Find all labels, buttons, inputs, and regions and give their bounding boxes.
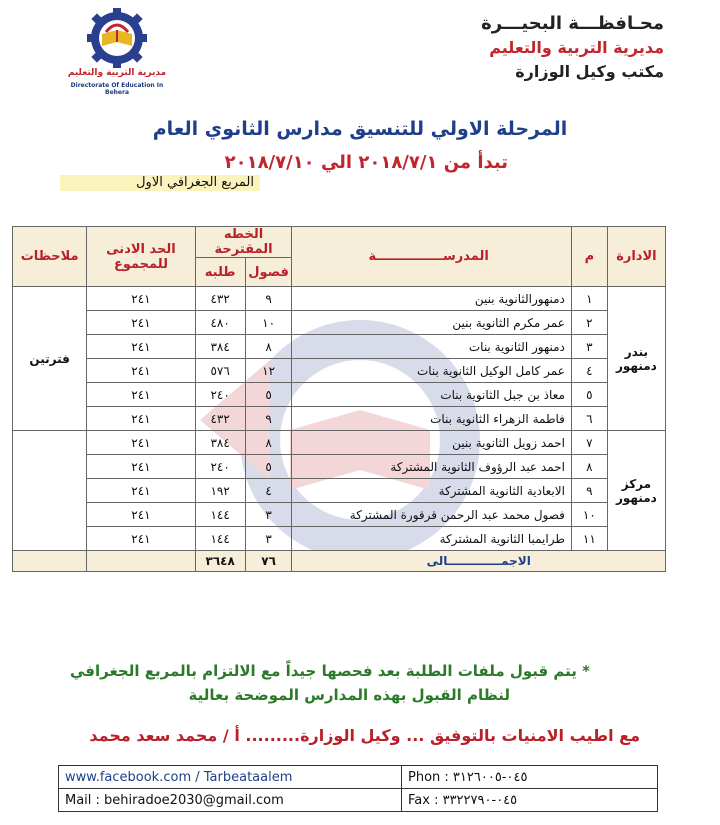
header-classes: فصول [245,258,292,287]
header-school: المدرســـــــــــــــة [292,227,571,287]
classes-cell: ٨ [245,335,292,359]
table-row [13,431,666,455]
students-cell: ٤٨٠ [195,311,245,335]
header-text [481,12,664,84]
closing-signature: مع اطيب الامنيات بالتوفيق ... وكيل الوزارة......... أ / محمد سعد محمد [89,726,640,745]
students-cell: ٤٣٢ [195,287,245,311]
total-empty-min [87,551,195,572]
note-line-2: لنظام القبول بهذه المدارس الموضحة بعالية [188,686,510,704]
directorate-name: مديرية التربية والتعليم [489,38,664,57]
header-students: طلبه [195,258,245,287]
total-empty-notes [13,551,87,572]
page-title: المرحلة الاولي للتنسيق مدارس الثانوي العام [152,118,568,140]
row-num: ٢ [571,311,607,335]
students-cell: ١٤٤ [195,527,245,551]
students-cell: ٢٤٠ [195,455,245,479]
directorate-logo [62,6,172,96]
table-row [13,503,666,527]
min-total-cell: ٢٤١ [87,311,195,335]
header-plan: الخطه المقترحة [195,227,292,258]
table-row [13,359,666,383]
geo-square-label: المربع الجغرافي الاول [60,175,260,191]
governorate-name: محـافظـــة البحيـــرة [481,13,664,34]
row-num: ٨ [571,455,607,479]
min-total-cell: ٢٤١ [87,359,195,383]
table-row [13,527,666,551]
fax-number: Fax : ٠٤٥-٣٣٢٢٧٩٠ [402,789,658,812]
total-label: الاجمـــــــــــــالى [292,551,666,572]
min-total-cell: ٢٤١ [87,335,195,359]
school-name: فصول محمد عبد الرحمن قرقورة المشتركة [292,503,571,527]
min-total-cell: ٢٤١ [87,479,195,503]
header-min-total: الحد الادنى للمجموع [87,227,195,287]
school-name: طرايمبا الثانوية المشتركة [292,527,571,551]
min-total-cell: ٢٤١ [87,503,195,527]
school-name: فاطمة الزهراء الثانوية بنات [292,407,571,431]
table-row [13,335,666,359]
email-address[interactable]: Mail : behiradoe2030@gmail.com [59,789,402,812]
row-num: ١ [571,287,607,311]
classes-cell: ٥ [245,383,292,407]
school-name: معاذ بن جبل الثانوية بنات [292,383,571,407]
students-cell: ٣٨٤ [195,335,245,359]
header-notes: ملاحظات [13,227,87,287]
schools-table [12,226,666,572]
min-total-cell: ٢٤١ [87,383,195,407]
notes-cell [13,431,87,551]
classes-cell: ٨ [245,431,292,455]
min-total-cell: ٢٤١ [87,407,195,431]
students-cell: ١٩٢ [195,479,245,503]
students-cell: ٤٣٢ [195,407,245,431]
students-cell: ٢٤٠ [195,383,245,407]
row-num: ٦ [571,407,607,431]
classes-cell: ٩ [245,407,292,431]
admin-cell: مركز دمنهور [607,431,665,551]
admin-cell: بندر دمنهور [607,287,665,431]
min-total-cell: ٢٤١ [87,431,195,455]
classes-cell: ٩ [245,287,292,311]
students-cell: ١٤٤ [195,503,245,527]
students-cell: ٣٨٤ [195,431,245,455]
total-students: ٣٦٤٨ [195,551,245,572]
office-name: مكتب وكيل الوزارة [515,62,664,81]
total-classes: ٧٦ [245,551,292,572]
gear-book-icon [62,6,172,68]
total-row [13,551,666,572]
table-row [13,383,666,407]
row-num: ٥ [571,383,607,407]
note-line-1: * يتم قبول ملفات الطلبة بعد فحصها جيداً مع الالتزام بالمربع الجغرافي [69,662,590,680]
header-num: م [571,227,607,287]
row-num: ٩ [571,479,607,503]
classes-cell: ١٠ [245,311,292,335]
classes-cell: ٣ [245,503,292,527]
row-num: ١١ [571,527,607,551]
school-name: دمنهور الثانوية بنات [292,335,571,359]
row-num: ١٠ [571,503,607,527]
school-name: عمر مكرم الثانوية بنين [292,311,571,335]
facebook-link[interactable]: www.facebook.com / Tarbeataalem [59,766,402,789]
row-num: ٣ [571,335,607,359]
contact-table [58,765,658,812]
table-row [13,287,666,311]
logo-subtext: Directorate Of Education In Behera [70,82,164,96]
min-total-cell: ٢٤١ [87,287,195,311]
row-num: ٧ [571,431,607,455]
min-total-cell: ٢٤١ [87,527,195,551]
classes-cell: ٥ [245,455,292,479]
table-row [13,479,666,503]
table-row [13,407,666,431]
school-name: الابعادية الثانوية المشتركة [292,479,571,503]
classes-cell: ٤ [245,479,292,503]
school-name: عمر كامل الوكيل الثانوية بنات [292,359,571,383]
logo-text: مديرية التربية والتعليم [67,68,167,78]
date-range: تبدأ من ٢٠١٨/٧/١ الي ٢٠١٨/٧/١٠ [224,152,508,173]
row-num: ٤ [571,359,607,383]
school-name: احمد زويل الثانوية بنين [292,431,571,455]
school-name: دمنهورالثانوية بنين [292,287,571,311]
students-cell: ٥٧٦ [195,359,245,383]
classes-cell: ٣ [245,527,292,551]
classes-cell: ١٢ [245,359,292,383]
table-row [13,311,666,335]
min-total-cell: ٢٤١ [87,455,195,479]
header-admin: الادارة [607,227,665,287]
phone-number: Phon : ٠٤٥-٣١٢٦٠٠٥ [402,766,658,789]
notes-cell: فترتين [13,287,87,431]
school-name: احمد عبد الرؤوف الثانوية المشتركة [292,455,571,479]
table-row [13,455,666,479]
